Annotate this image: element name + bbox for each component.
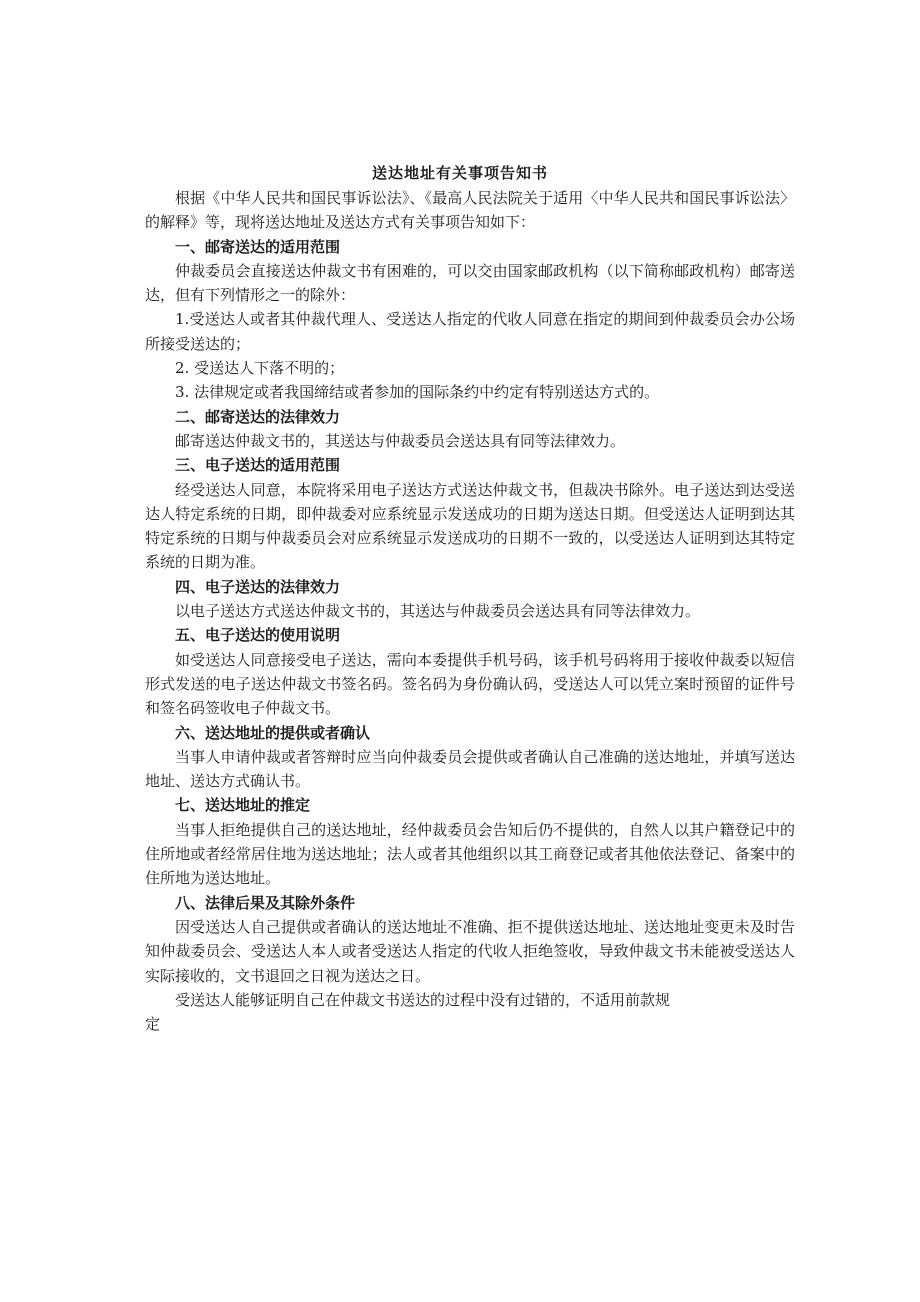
section-6-paragraph: 当事人申请仲裁或者答辩时应当向仲裁委员会提供或者确认自己准确的送达地址，并填写送达地址、送达方式确认书。 (145, 747, 795, 791)
section-7-paragraph: 当事人拒绝提供自己的送达地址，经仲裁委员会告知后仍不提供的，自然人以其户籍登记中的住所地或者经常居住地为送达地址；法人或者其他组织以其工商登记或者其他依法登记、备案中的住所地为送达地址。 (145, 820, 795, 888)
section-8-paragraph: 因受送达人自己提供或者确认的送达地址不准确、拒不提供送达地址、送达地址变更未及时告知仲裁委员会、受送达人本人或者受送达人指定的代收人拒绝签收，导致仲裁文书未能被受送达人实际接收的，文书退回之日视为送达之日。 (145, 917, 795, 985)
document-title: 送达地址有关事项告知书 (371, 164, 548, 182)
section-6-heading: 六、送达地址的提供或者确认 (175, 723, 371, 742)
section-8-heading: 八、法律后果及其除外条件 (175, 893, 356, 912)
section-5-paragraph: 如受送达人同意接受电子送达，需向本委提供手机号码，该手机号码将用于接收仲裁委以短信形式发送的电子送达仲裁文书签名码。签名码为身份确认码，受送达人可以凭立案时预留的证件号和签名码签收电子仲裁文书。 (145, 650, 795, 718)
intro-paragraph: 根据《中华人民共和国民事诉讼法》、《最高人民法院关于适用〈中华人民共和国民事诉讼法〉的解释》等，现将送达地址及送达方式有关事项告知如下： (145, 189, 795, 232)
section-4-heading: 四、电子送达的法律效力 (175, 577, 341, 596)
section-5-heading: 五、电子送达的使用说明 (175, 626, 341, 645)
section-8-paragraph-2-tail: 定 (145, 1015, 161, 1034)
section-1-item-3: 3. 法律规定或者我国缔结或者参加的国际条约中约定有特别送达方式的。 (175, 383, 660, 402)
section-1-paragraph: 仲裁委员会直接送达仲裁文书有困难的，可以交由国家邮政机构（以下简称邮政机构）邮寄送达，但有下列情形之一的除外： (145, 261, 795, 305)
section-1-item-2: 2. 受送达人下落不明的； (175, 359, 345, 378)
section-8-paragraph-2: 受送达人能够证明自己在仲裁文书送达的过程中没有过错的，不适用前款规 (175, 990, 671, 1009)
section-1-item-1: 1.受送达人或者其仲裁代理人、受送达人指定的代收人同意在指定的期间到仲裁委员会办公场所接受送达的； (145, 310, 795, 353)
section-4-paragraph: 以电子送达方式送达仲裁文书的，其送达与仲裁委员会送达具有同等法律效力。 (175, 602, 701, 621)
document-body (145, 186, 795, 1036)
section-3-heading: 三、电子送达的适用范围 (175, 456, 341, 475)
section-7-heading: 七、送达地址的推定 (175, 796, 311, 815)
section-2-paragraph: 邮寄送达仲裁文书的，其送达与仲裁委员会送达具有同等法律效力。 (175, 431, 626, 450)
section-2-heading: 二、邮寄送达的法律效力 (175, 407, 341, 426)
section-3-paragraph: 经受送达人同意，本院将采用电子送达方式送达仲裁文书，但裁决书除外。电子送达到达受送达人特定系统的日期，即仲裁委对应系统显示发送成功的日期为送达日期。但受送达人证明到达其特定系统的日期与仲裁委员会对应系统显示发送成功的日期不一致的，以受送达人证明到达其特定系统的日期为准。 (145, 480, 795, 572)
section-1-heading: 一、邮寄送达的适用范围 (175, 237, 341, 256)
